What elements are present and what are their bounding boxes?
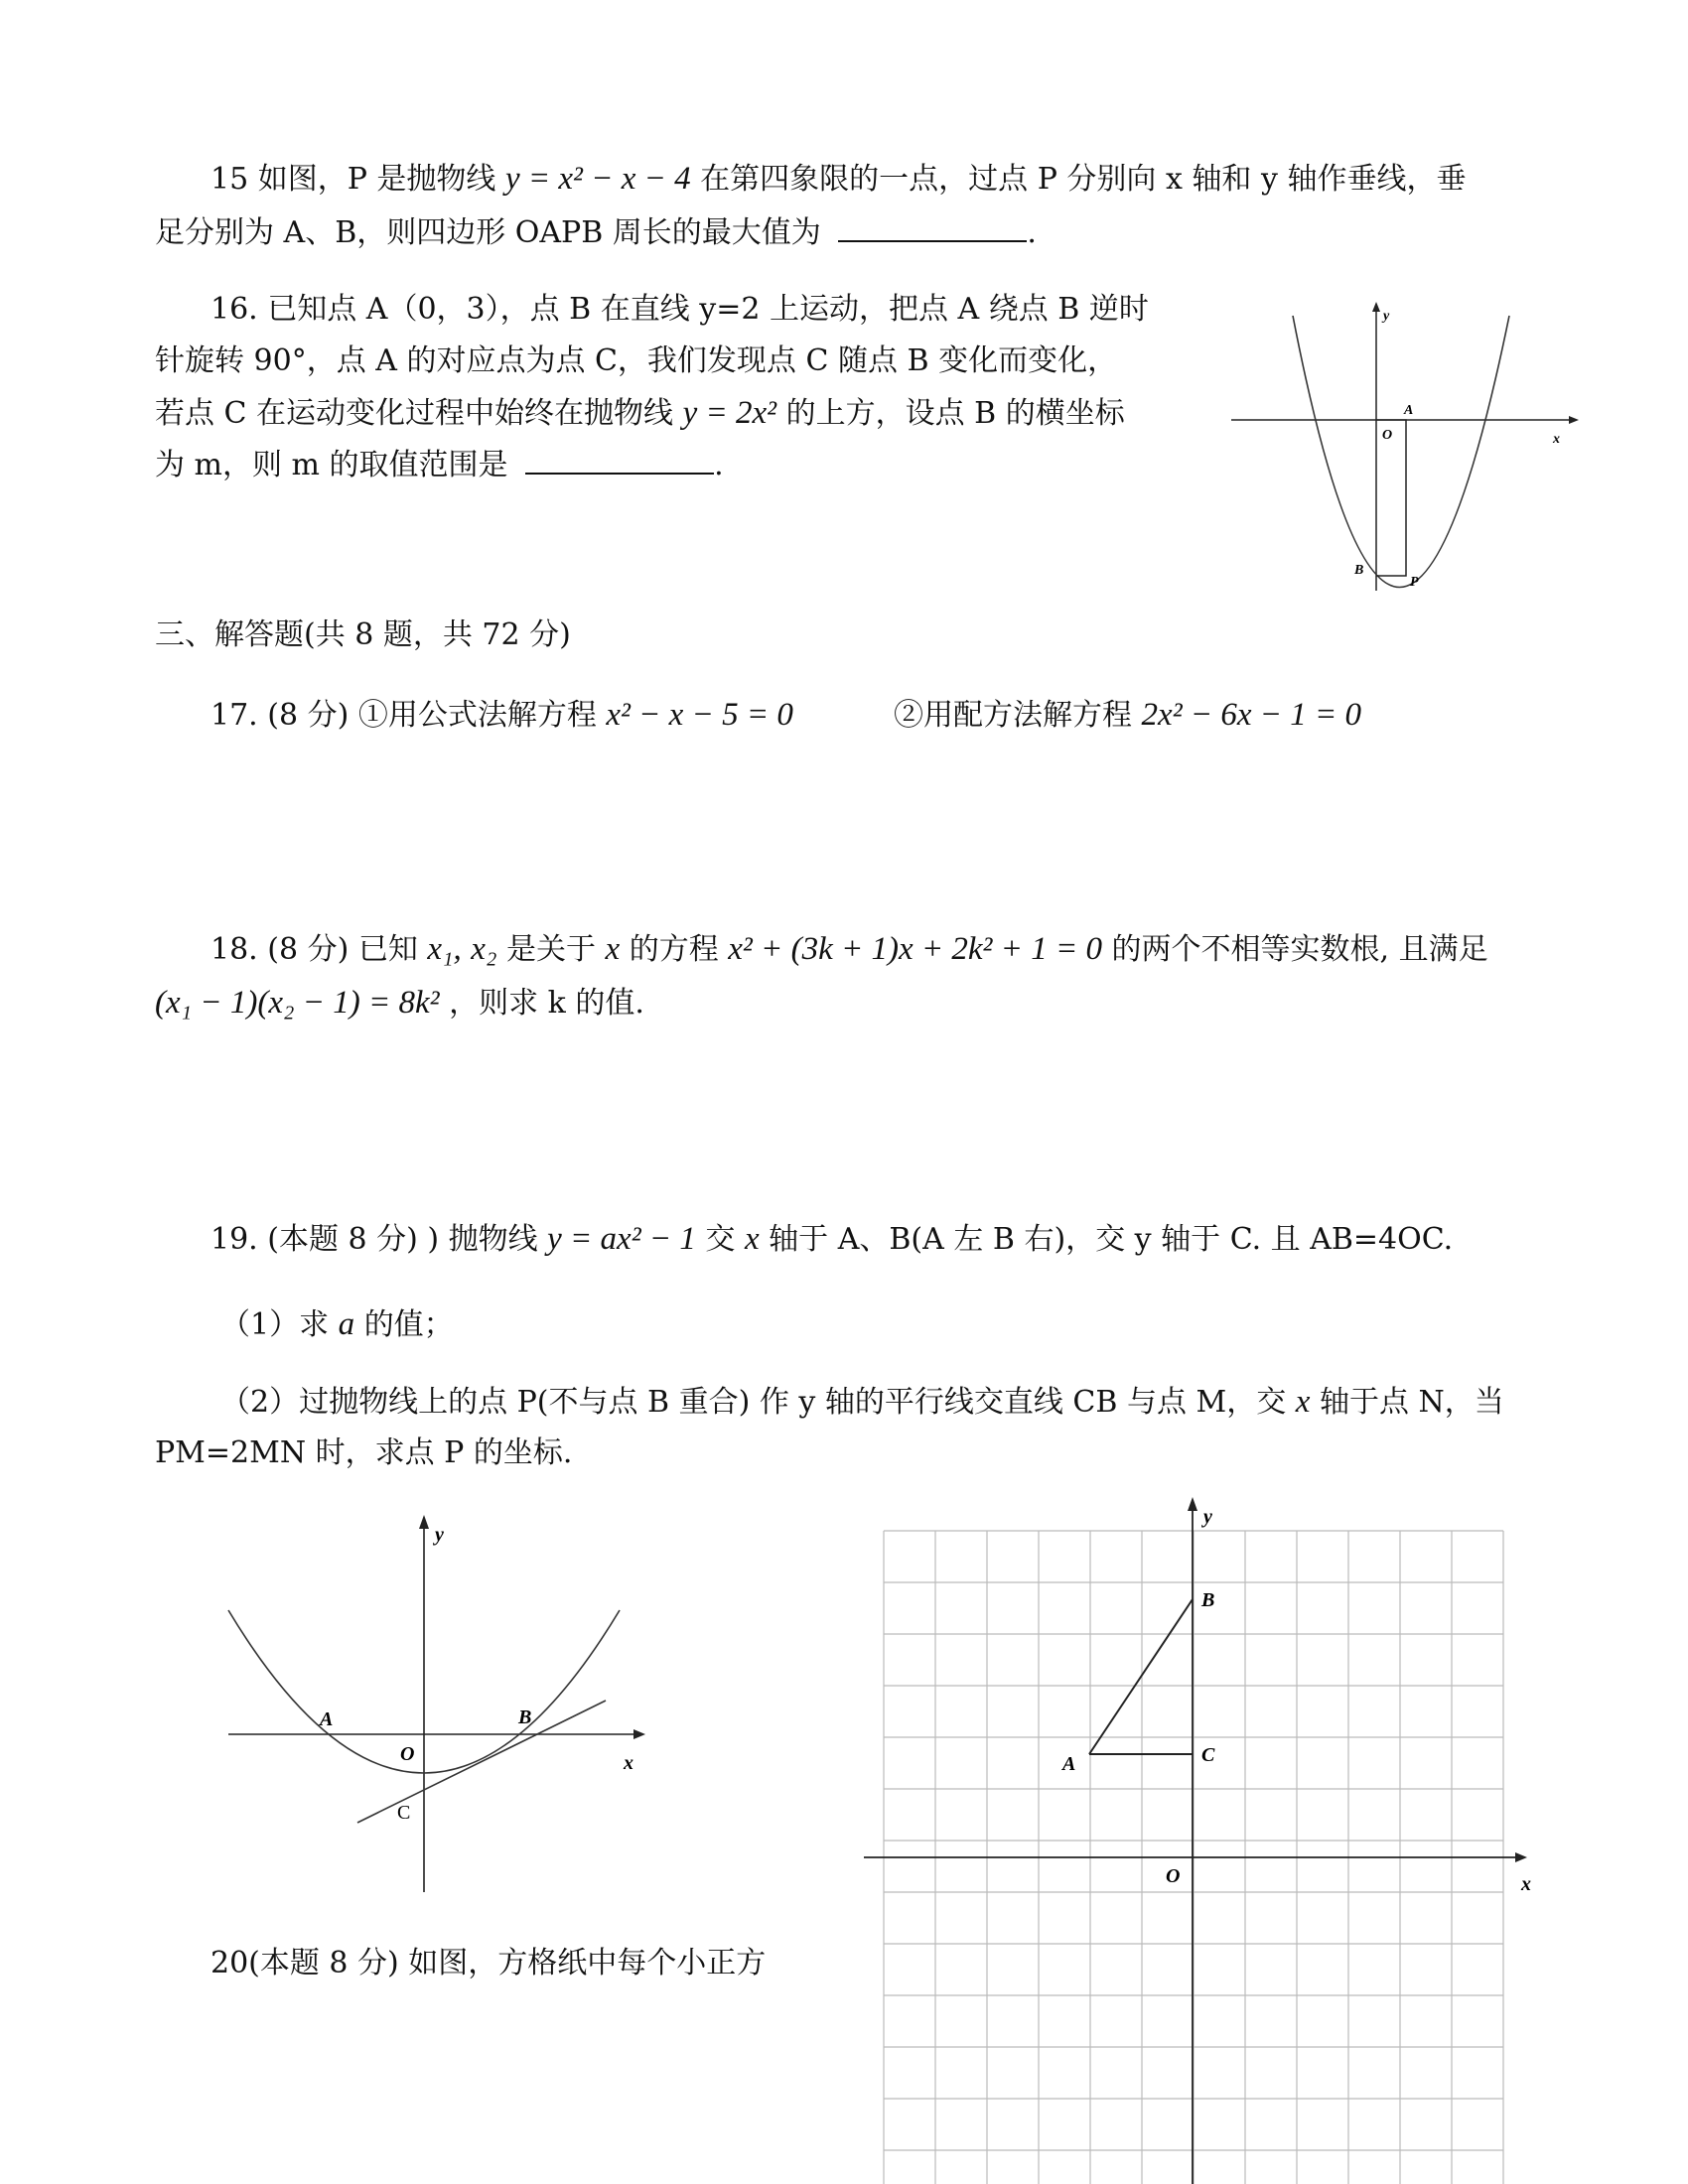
- q15-formula: y = x² − x − 4: [504, 161, 691, 197]
- q19-label-y: y: [435, 1524, 444, 1546]
- q16-parabola-figure: [1221, 298, 1589, 596]
- q15-line2: [155, 210, 1037, 255]
- q15-end: .: [1027, 215, 1037, 250]
- q20-line1: [211, 1942, 766, 1985]
- q18-formula2: (x₁ − 1)(x₂ − 1) = 8k²: [155, 985, 440, 1021]
- q17-line-b: [894, 693, 1361, 738]
- q19-part1: [220, 1302, 454, 1347]
- q19-p1-var: a: [338, 1306, 355, 1342]
- q20-segment-ab: [1089, 1599, 1193, 1754]
- q15-answer-blank[interactable]: [838, 210, 1027, 242]
- q19-p2-b: 轴于点 N，当: [1319, 1385, 1504, 1420]
- q19-x: x: [744, 1221, 760, 1257]
- q17-part1: 17. (8 分) ①用公式法解方程: [211, 698, 597, 733]
- q20-label-b: B: [1201, 1589, 1215, 1611]
- q18-line1: [211, 927, 1488, 972]
- q16-label-b: B: [1354, 563, 1364, 578]
- q18-text-b: 是关于: [505, 932, 596, 967]
- q15-line1: [211, 157, 1466, 202]
- q16-label-p: P: [1410, 575, 1419, 590]
- q18-text-d: 的两个不相等实数根, 且满足: [1111, 932, 1488, 967]
- section3-text: 三、解答题(共 8 题，共 72 分): [155, 617, 571, 652]
- q19-part2: [220, 1380, 1504, 1425]
- q16-rectangle: [1376, 420, 1406, 576]
- q16-label-a: A: [1404, 403, 1414, 418]
- q20-label-o: O: [1166, 1865, 1181, 1887]
- q19-p1-a: （1）求: [220, 1307, 330, 1342]
- q19-p2-a: （2）过抛物线上的点 P(不与点 B 重合) 作 y 轴的平行线交直线 CB 与点 M，交: [220, 1385, 1287, 1420]
- q19-p2-x: x: [1295, 1384, 1311, 1420]
- q15-text-b: 在第四象限的一点，过点 P 分别向 x 轴和 y 轴作垂线，垂: [700, 162, 1467, 197]
- q18-text-e: ，则求 k 的值.: [449, 986, 644, 1021]
- q16-line3: [155, 391, 1125, 436]
- q20-x-arrow: [1515, 1852, 1527, 1862]
- q18-x1: x₁,: [427, 931, 462, 967]
- q19-label-x: x: [624, 1752, 633, 1774]
- q16-end: .: [714, 448, 724, 482]
- q19-text-a: 19. (本题 8 分) ) 抛物线: [211, 1222, 538, 1257]
- q17-line: [211, 693, 793, 738]
- q19-p2-line2: PM=2MN 时，求点 P 的坐标.: [155, 1435, 573, 1470]
- q19-line-cb: [357, 1701, 606, 1823]
- q15-text-line2: 足分别为 A、B，则四边形 OAPB 周长的最大值为: [155, 215, 821, 250]
- q19-x-arrow: [633, 1729, 645, 1739]
- q19-line1: [211, 1217, 1453, 1262]
- q19-parabola-figure: [199, 1509, 655, 1906]
- q16-y-arrow: [1372, 302, 1380, 312]
- q17-formula1: x² − x − 5 = 0: [606, 697, 793, 733]
- q18-text-c: 的方程: [629, 932, 719, 967]
- q16-formula: y = 2x²: [682, 395, 777, 431]
- q20-label-a: A: [1062, 1753, 1076, 1775]
- q16-line2: [155, 340, 1117, 383]
- q19-p1-b: 的值；: [363, 1307, 454, 1342]
- q18-formula: x² + (3k + 1)x + 2k² + 1 = 0: [728, 931, 1102, 967]
- q18-text-a: 18. (8 分) 已知: [211, 932, 418, 967]
- q16-line1: [211, 288, 1149, 332]
- q19-text-b: 交: [705, 1222, 736, 1257]
- q19-label-o: O: [400, 1743, 415, 1765]
- q18-x2: x₂: [471, 931, 497, 967]
- q16-x-arrow: [1569, 416, 1579, 424]
- q19-label-b: B: [518, 1706, 532, 1728]
- section3-heading: [155, 614, 571, 657]
- q19-label-c: C: [397, 1802, 411, 1824]
- q17-formula2: 2x² − 6x − 1 = 0: [1141, 697, 1362, 733]
- q15-text-a: 15 如图，P 是抛物线: [211, 162, 496, 197]
- q19-formula: y = ax² − 1: [547, 1221, 696, 1257]
- q16-label-o: O: [1382, 428, 1393, 443]
- q16-label-x: x: [1553, 432, 1560, 447]
- q16-answer-blank[interactable]: [525, 443, 714, 475]
- q16-text-line1: 16. 已知点 A（0，3），点 B 在直线 y=2 上运动，把点 A 绕点 B 逆时: [211, 292, 1149, 327]
- q19-y-arrow: [419, 1515, 429, 1529]
- q19-text-c: 轴于 A、B(A 左 B 右)，交 y 轴于 C. 且 AB=4OC.: [769, 1222, 1454, 1257]
- q20-label-c: C: [1201, 1744, 1215, 1766]
- q16-text-line3a: 若点 C 在运动变化过程中始终在抛物线: [155, 396, 674, 431]
- q16-label-y: y: [1383, 309, 1390, 324]
- q16-text-line2: 针旋转 90°，点 A 的对应点为点 C，我们发现点 C 随点 B 变化而变化，: [155, 343, 1118, 378]
- q16-text-line3b: 的上方，设点 B 的横坐标: [785, 396, 1125, 431]
- q19-label-a: A: [320, 1708, 334, 1730]
- q16-line4: [155, 443, 724, 487]
- q19-part2-line2: [155, 1432, 572, 1475]
- q18-line2: [155, 981, 644, 1025]
- q20-label-x: x: [1521, 1873, 1531, 1895]
- q20-text: 20(本题 8 分) 如图，方格纸中每个小正方: [211, 1946, 767, 1980]
- q20-label-y: y: [1203, 1506, 1212, 1528]
- q20-grid-figure: [854, 1489, 1549, 2184]
- q16-parabola: [1293, 316, 1509, 588]
- q16-text-line4: 为 m，则 m 的取值范围是: [155, 448, 508, 482]
- q20-y-arrow: [1188, 1497, 1197, 1511]
- q18-x: x: [605, 931, 621, 967]
- q17-part2: ②用配方法解方程: [894, 698, 1132, 733]
